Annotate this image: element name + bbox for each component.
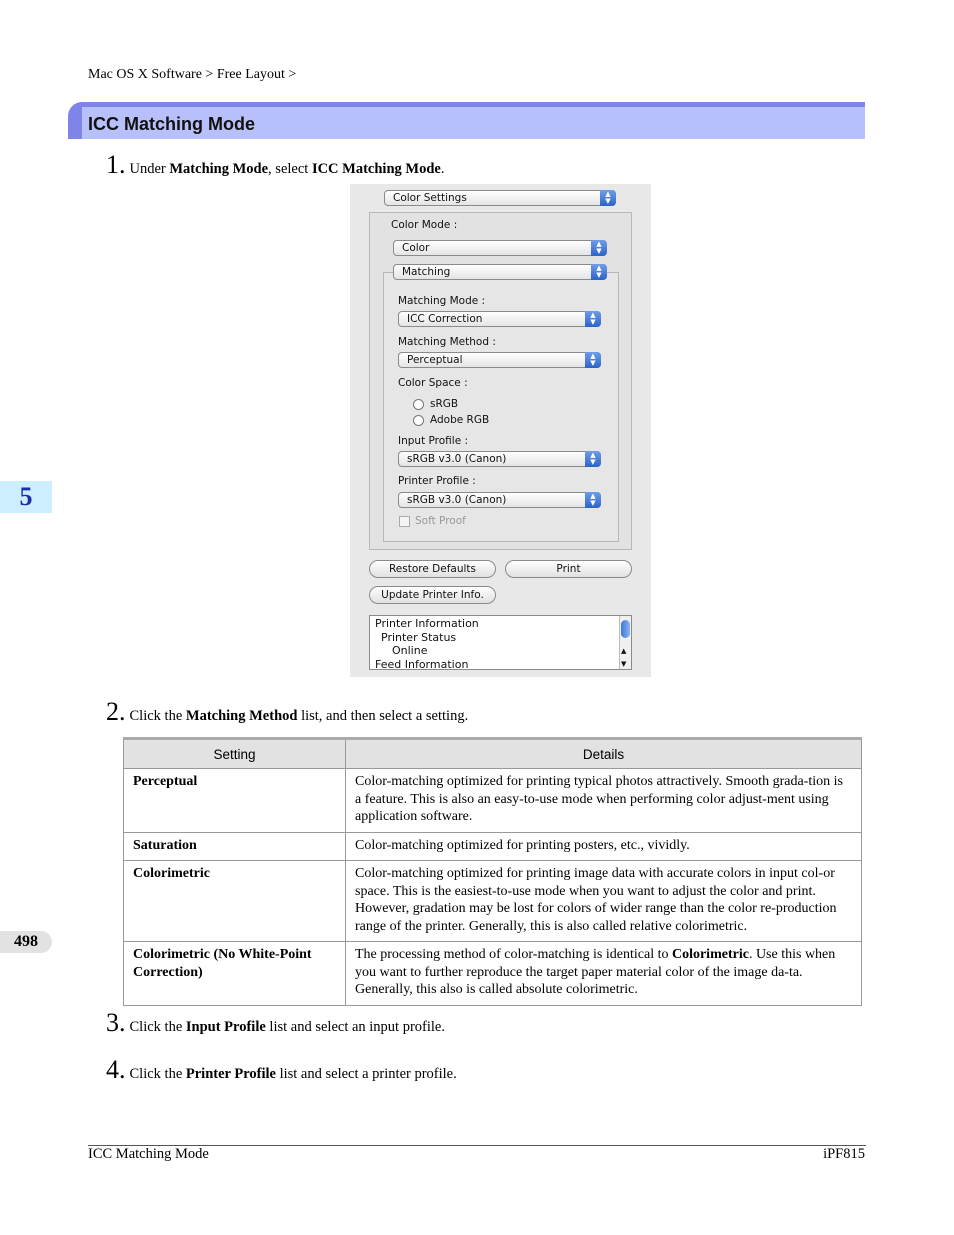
step-3 <box>106 1008 445 1038</box>
footer-model: iPF815 <box>823 1146 865 1162</box>
step-text: Click the Input Profile list and select an input profile. <box>129 1019 445 1035</box>
srgb-radio[interactable] <box>413 399 424 410</box>
color-mode-popup[interactable]: Color ▲ ▼ <box>393 240 607 256</box>
step-number: 4. <box>106 1055 126 1084</box>
section-title: ICC Matching Mode <box>88 114 255 134</box>
printer-profile-label: Printer Profile : <box>398 475 476 487</box>
adobe-rgb-radio-label: Adobe RGB <box>430 414 490 426</box>
popup-arrows-icon: ▲ ▼ <box>585 311 601 327</box>
color-mode-label: Color Mode : <box>391 219 458 231</box>
scroll-thumb[interactable] <box>621 620 630 638</box>
footer-title: ICC Matching Mode <box>88 1146 209 1162</box>
info-line: Printer Status <box>381 630 457 644</box>
popup-arrows-icon: ▲ ▼ <box>585 352 601 368</box>
popup-arrows-icon: ▲ ▼ <box>585 492 601 508</box>
matching-mode-label: Matching Mode : <box>398 295 486 307</box>
scroll-up-icon[interactable]: ▲ <box>621 647 627 655</box>
printer-info-list[interactable] <box>369 615 632 670</box>
step-text: Click the Printer Profile list and select a printer profile. <box>129 1066 457 1082</box>
step-1 <box>106 150 444 180</box>
step-text: Under Matching Mode, select ICC Matching Mode. <box>129 161 445 177</box>
step-number: 1. <box>106 150 126 179</box>
srgb-radio-label: sRGB <box>430 398 459 410</box>
step-text: Click the Matching Method list, and then select a setting. <box>129 708 469 724</box>
details-cell: Color-matching optimized for printing image data with accurate colors in input col-or space. This is the easiest-to-use mode when you want to adjust the color and print. However, gradation may be lost for colors of wider range than the color re-production range of the printer. Generally, this is also called relative colorimetric. <box>346 861 862 942</box>
info-line: Online <box>392 644 428 657</box>
matching-method-popup[interactable]: Perceptual ▲ ▼ <box>398 352 601 368</box>
restore-defaults-button[interactable]: Restore Defaults <box>369 560 496 578</box>
input-profile-label: Input Profile : <box>398 435 469 447</box>
matching-mode-popup[interactable]: ICC Correction ▲ ▼ <box>398 311 601 327</box>
update-printer-info-button[interactable]: Update Printer Info. <box>369 586 496 604</box>
breadcrumb: Mac OS X Software > Free Layout > <box>88 67 297 82</box>
matching-popup[interactable]: Matching ▲ ▼ <box>393 264 607 280</box>
step-number: 3. <box>106 1008 126 1037</box>
printer-profile-popup[interactable]: sRGB v3.0 (Canon) ▲ ▼ <box>398 492 601 508</box>
scrollbar[interactable] <box>619 616 631 669</box>
input-profile-popup[interactable]: sRGB v3.0 (Canon) ▲ ▼ <box>398 451 601 467</box>
setting-cell: Colorimetric (No White-Point Correction) <box>124 942 346 1006</box>
settings-popup[interactable]: Color Settings ▲ ▼ <box>384 190 616 206</box>
details-cell: Color-matching optimized for printing posters, etc., vividly. <box>346 832 862 861</box>
column-header: Details <box>346 739 862 769</box>
page-number: 498 <box>0 931 52 953</box>
scroll-down-icon[interactable]: ▼ <box>621 660 627 668</box>
step-4 <box>106 1055 457 1085</box>
table-row <box>124 861 862 942</box>
popup-arrows-icon: ▲ ▼ <box>591 240 607 256</box>
setting-cell: Colorimetric <box>124 861 346 942</box>
table-header-row <box>124 739 862 769</box>
step-2 <box>106 697 468 727</box>
details-cell: The processing method of color-matching is identical to Colorimetric. Use this when you want to further reproduce the target paper material color of the image da-ta. Generally, this also is called absolute colorimetric. <box>346 942 862 1006</box>
info-line: Printer Information <box>375 617 479 630</box>
details-cell: Color-matching optimized for printing typical photos attractively. Smooth grada-tion is a feature. This is also an easy-to-use mode when performing color adjust-ment using application software. <box>346 769 862 833</box>
popup-arrows-icon: ▲ ▼ <box>591 264 607 280</box>
chapter-tab: 5 <box>0 481 52 513</box>
info-line: Feed Information <box>375 657 469 671</box>
table-row <box>124 769 862 833</box>
color-settings-dialog <box>350 184 651 677</box>
section-header <box>68 102 865 139</box>
setting-cell: Perceptual <box>124 769 346 833</box>
column-header: Setting <box>124 739 346 769</box>
color-space-label: Color Space : <box>398 377 468 389</box>
table-row <box>124 832 862 861</box>
matching-method-table <box>123 737 862 1006</box>
popup-arrows-icon: ▲ ▼ <box>585 451 601 467</box>
matching-method-label: Matching Method : <box>398 336 496 348</box>
print-button[interactable]: Print <box>505 560 632 578</box>
setting-cell: Saturation <box>124 832 346 861</box>
soft-proof-label: Soft Proof <box>415 515 466 527</box>
table-row <box>124 942 862 1006</box>
step-number: 2. <box>106 697 126 726</box>
soft-proof-checkbox[interactable] <box>399 516 410 527</box>
popup-arrows-icon: ▲ ▼ <box>600 190 616 206</box>
adobe-rgb-radio[interactable] <box>413 415 424 426</box>
